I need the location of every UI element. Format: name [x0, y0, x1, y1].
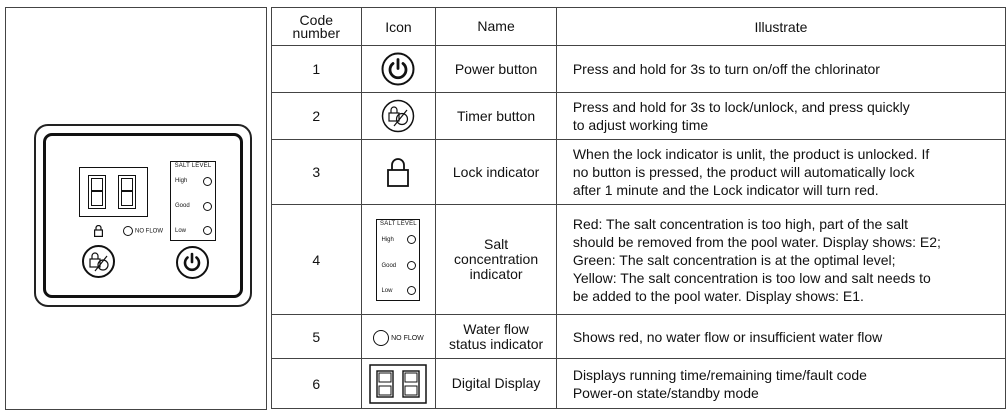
name-cell: Digital Display [436, 359, 556, 409]
illustrate-cell: When the lock indicator is unlit, the product is unlocked. If no button is pressed, the product will automatically lock after 1 minute and the Lock indicator will turn red. [556, 140, 1005, 205]
level-low-indicator [407, 286, 416, 295]
header-icon: Icon [361, 8, 436, 46]
level-low-label: Low [175, 228, 187, 234]
control-panel-figure [5, 7, 267, 410]
code-cell: 4 [272, 205, 362, 315]
level-high-label: High [381, 236, 394, 243]
level-high-indicator [203, 177, 212, 186]
header-code-text: Code number [292, 11, 341, 41]
code-cell: 5 [272, 315, 362, 359]
timer-lock-icon [381, 99, 415, 133]
header-name: Name [436, 8, 556, 46]
timer-button[interactable] [82, 245, 115, 278]
icon-cell [361, 359, 436, 409]
power-icon [381, 52, 415, 86]
table-header-row [272, 8, 1006, 46]
digital-display-icon [369, 364, 427, 404]
illustrate-cell: Shows red, no water flow or insufficient water flow [556, 315, 1005, 359]
level-low-indicator [203, 226, 212, 235]
salt-level-label: SALT LEVEL [174, 163, 212, 169]
header-illustrate: Illustrate [556, 8, 1005, 46]
name-cell: Power button [436, 46, 556, 93]
icon-cell [361, 93, 436, 140]
timer-lock-icon [84, 247, 113, 276]
icon-cell [361, 205, 436, 315]
illustrate-cell: Displays running time/remaining time/fault code Power-on state/standby mode [556, 359, 1005, 409]
no-flow-label: NO FLOW [135, 228, 163, 235]
level-low-label: Low [381, 287, 393, 294]
level-good-indicator [203, 202, 212, 211]
table-row [272, 140, 1006, 205]
code-cell: 6 [272, 359, 362, 409]
no-flow-label: NO FLOW [391, 334, 424, 342]
spec-table [271, 7, 1006, 409]
name-cell: Lock indicator [436, 140, 556, 205]
illustrate-cell: Press and hold for 3s to turn on/off the chlorinator [556, 46, 1005, 93]
name-cell: Water flow status indicator [436, 315, 556, 359]
table-row [272, 359, 1006, 409]
salt-level-panel [170, 161, 216, 241]
device-panel [34, 124, 252, 307]
no-flow-ring-icon [373, 330, 389, 346]
code-cell: 1 [272, 46, 362, 93]
level-high-indicator [407, 235, 416, 244]
lock-icon [387, 157, 409, 187]
lock-icon [94, 225, 103, 237]
table-row [272, 315, 1006, 359]
no-flow-icon [373, 330, 424, 346]
power-button[interactable] [176, 246, 209, 279]
no-flow-ring-icon [123, 226, 133, 236]
name-cell: Timer button [436, 93, 556, 140]
digital-display [79, 167, 148, 217]
level-good-indicator [407, 261, 416, 270]
code-cell: 2 [272, 93, 362, 140]
no-flow-indicator [123, 226, 163, 236]
table-row [272, 46, 1006, 93]
icon-cell [361, 46, 436, 93]
illustrate-cell: Red: The salt concentration is too high, part of the salt should be removed from the pool water. Display shows: E2; Green: The salt concentration is at the optimal level; Yellow: The salt concentration is too low and salt needs to be added to the pool water. Display shows: E1. [556, 205, 1005, 315]
code-cell: 3 [272, 140, 362, 205]
icon-cell [361, 315, 436, 359]
table-row [272, 205, 1006, 315]
level-good-label: Good [175, 203, 190, 209]
icon-cell [361, 140, 436, 205]
power-icon [178, 248, 206, 276]
salt-level-label: SALT LEVEL [380, 220, 417, 227]
level-high-label: High [175, 178, 188, 184]
name-cell: Salt concentration indicator [436, 205, 556, 315]
illustrate-cell: Press and hold for 3s to lock/unlock, and press quickly to adjust working time [556, 93, 1005, 140]
table-row [272, 93, 1006, 140]
level-good-label: Good [381, 262, 397, 269]
header-code [272, 8, 362, 46]
salt-level-icon [376, 219, 420, 301]
